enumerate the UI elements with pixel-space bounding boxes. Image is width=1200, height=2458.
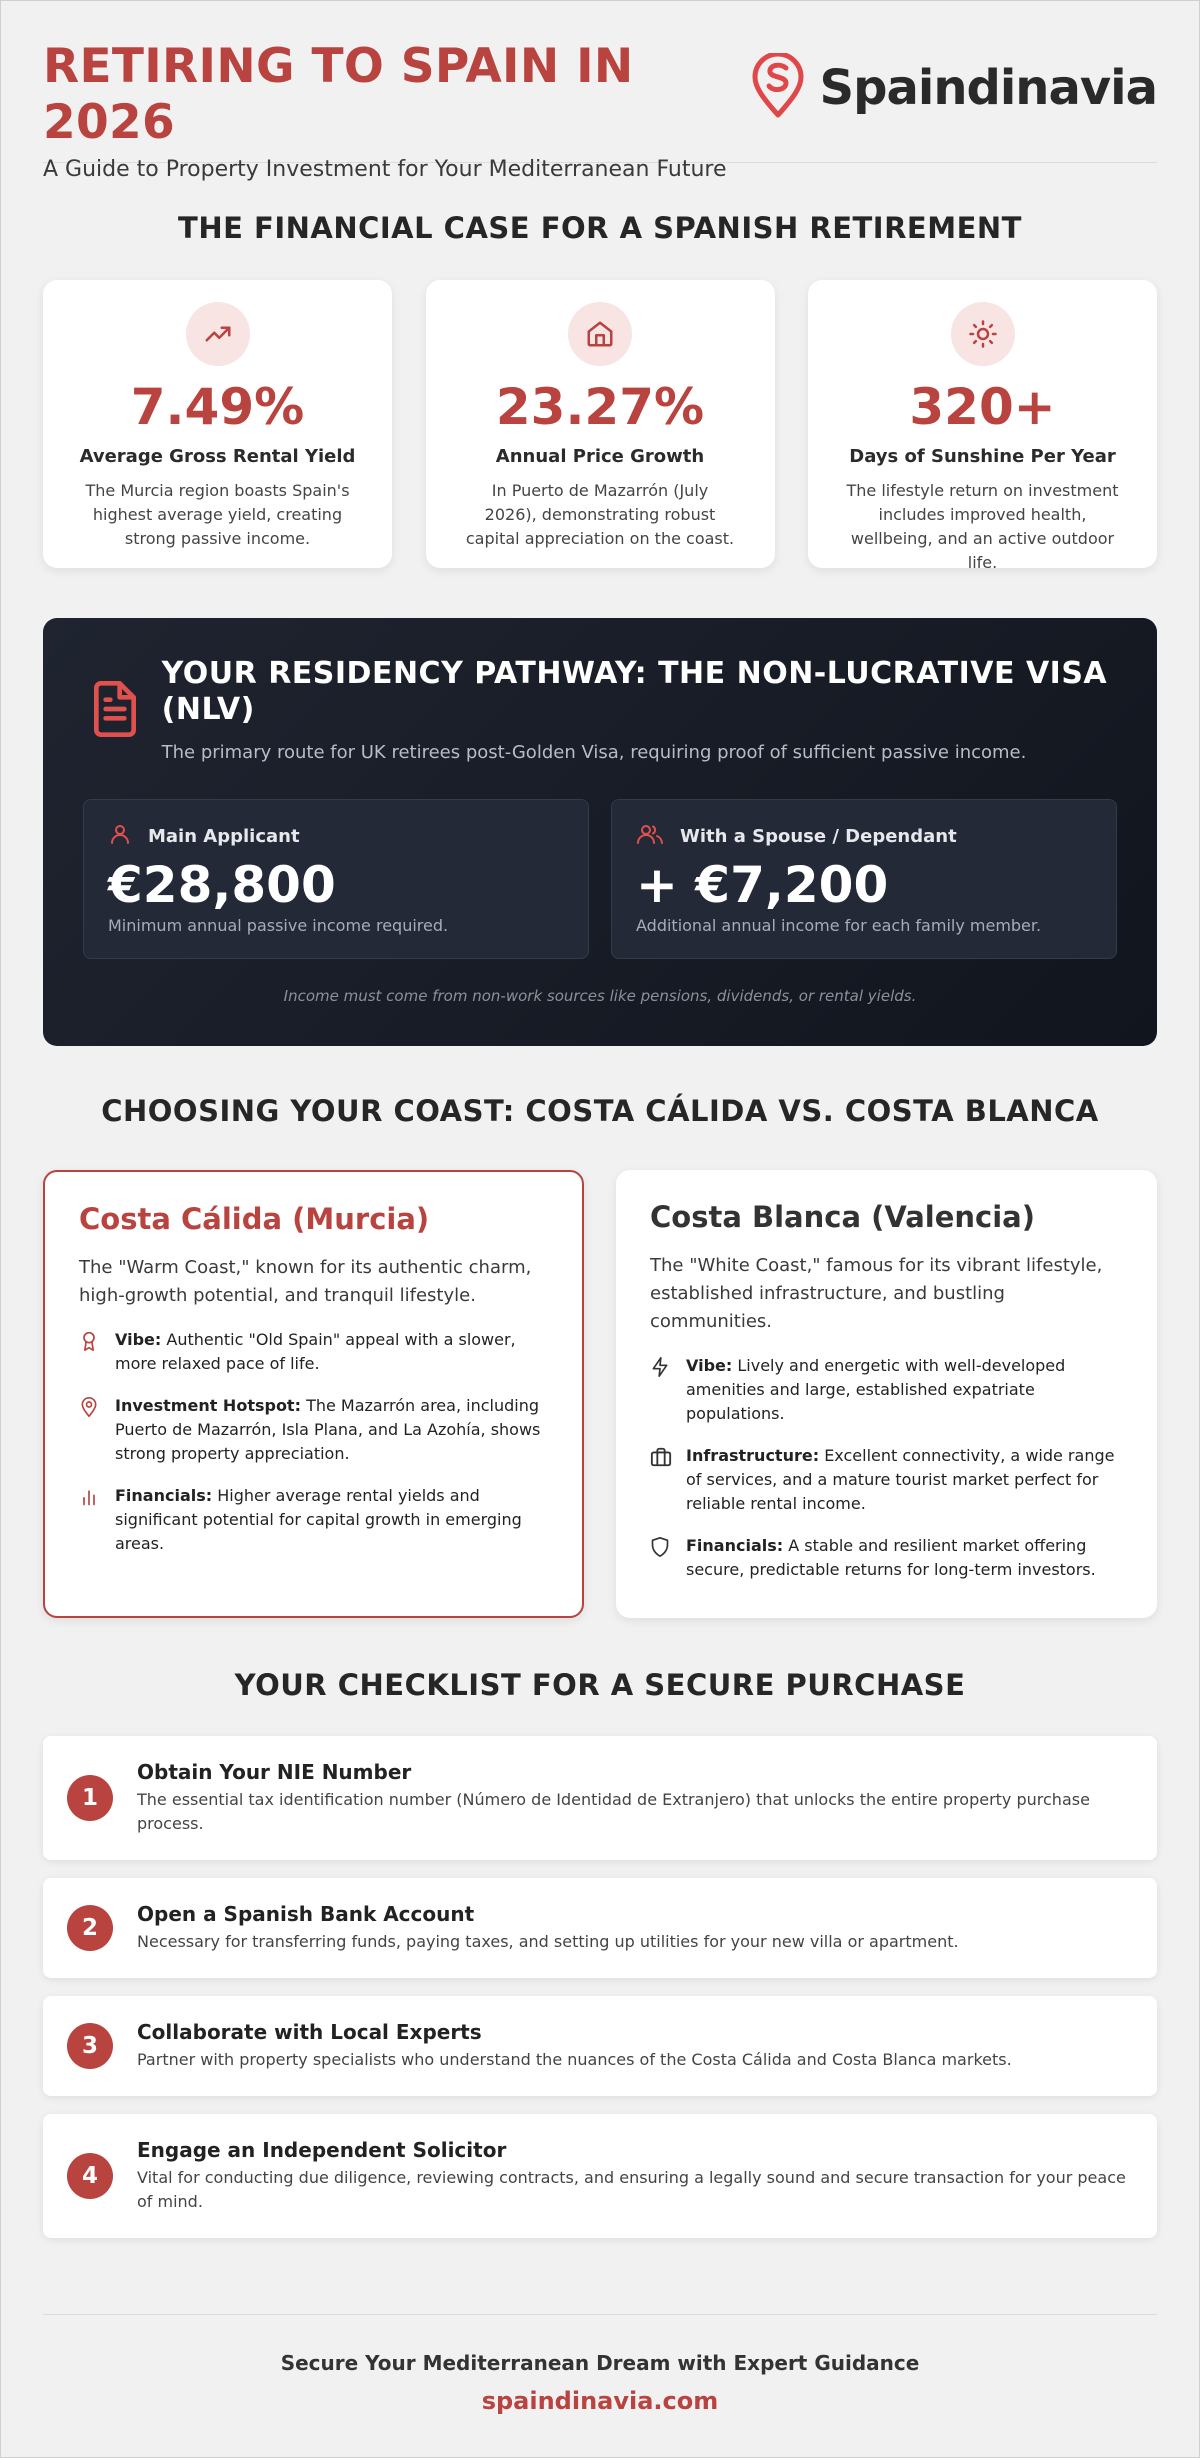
footer-website-link[interactable]: spaindinavia.com bbox=[481, 2387, 719, 2415]
footer bbox=[43, 2314, 1157, 2415]
sun-icon bbox=[951, 302, 1015, 366]
stat-card-rental-yield bbox=[43, 280, 392, 568]
stats-row bbox=[43, 280, 1157, 572]
item-label: Vibe: bbox=[686, 1356, 733, 1375]
step-number: 1 bbox=[67, 1775, 113, 1821]
step-description: The essential tax identification number (Número de Identidad de Extranjero) that unlocks the entire property purchase process. bbox=[137, 1790, 1090, 1833]
stat-value: 320+ bbox=[909, 378, 1056, 436]
coast-card-costa-blanca bbox=[616, 1170, 1157, 1618]
coasts-section-title: CHOOSING YOUR COAST: COSTA CÁLIDA VS. COSTA BLANCA bbox=[101, 1094, 1099, 1128]
coast-item bbox=[650, 1444, 1123, 1516]
stat-card-price-growth bbox=[426, 280, 775, 568]
document-icon bbox=[83, 656, 162, 763]
item-text: Higher average rental yields and significant potential for capital growth in emerging areas. bbox=[115, 1486, 522, 1553]
coast-name: Costa Blanca (Valencia) bbox=[650, 1200, 1036, 1234]
coast-description: The "Warm Coast," known for its authentic charm, high-growth potential, and tranquil lifestyle. bbox=[79, 1257, 532, 1306]
header bbox=[43, 1, 1157, 182]
spouse-dependant-box bbox=[611, 799, 1117, 959]
item-label: Vibe: bbox=[115, 1330, 162, 1349]
shield-icon bbox=[650, 1534, 686, 1582]
stat-description: The lifestyle return on investment includes improved health, wellbeing, and an active outdoor life. bbox=[846, 481, 1119, 572]
visa-footnote: Income must come from non-work sources like pensions, dividends, or rental yields. bbox=[283, 987, 917, 1005]
stat-card-sunshine bbox=[808, 280, 1157, 572]
coast-card-costa-calida bbox=[43, 1170, 584, 1618]
box-label: Main Applicant bbox=[148, 825, 300, 847]
logo-text: Spaindinavia bbox=[819, 60, 1157, 116]
page-subtitle: A Guide to Property Investment for Your Mediterranean Future bbox=[43, 157, 727, 182]
step-title: Collaborate with Local Experts bbox=[137, 2020, 482, 2044]
zap-icon bbox=[650, 1354, 686, 1426]
stat-value: 7.49% bbox=[130, 378, 305, 436]
checklist-step bbox=[43, 1736, 1157, 1860]
visa-panel bbox=[43, 618, 1157, 1046]
bar-chart-icon bbox=[79, 1484, 115, 1556]
users-icon bbox=[636, 822, 664, 850]
map-pin-icon bbox=[79, 1394, 115, 1466]
item-label: Infrastructure: bbox=[686, 1446, 820, 1465]
coast-item bbox=[79, 1328, 548, 1376]
page-title: RETIRING TO SPAIN IN 2026 bbox=[43, 39, 634, 150]
financial-section-title: THE FINANCIAL CASE FOR A SPANISH RETIREMENT bbox=[178, 211, 1022, 245]
logo-pin-icon bbox=[750, 53, 806, 123]
step-number: 4 bbox=[67, 2153, 113, 2199]
checklist-step bbox=[43, 1878, 1157, 1978]
box-note: Additional annual income for each family member. bbox=[636, 916, 1042, 935]
item-label: Financials: bbox=[115, 1486, 213, 1505]
item-text: Lively and energetic with well-developed amenities and large, established expatriate populations. bbox=[686, 1356, 1066, 1423]
income-amount: €28,800 bbox=[108, 856, 336, 914]
item-text: Excellent connectivity, a wide range of services, and a mature tourist market perfect for reliable rental income. bbox=[686, 1446, 1115, 1513]
footer-tagline: Secure Your Mediterranean Dream with Expert Guidance bbox=[280, 2351, 920, 2375]
coast-item bbox=[79, 1394, 548, 1466]
visa-subtitle: The primary route for UK retirees post-Golden Visa, requiring proof of sufficient passive income. bbox=[161, 742, 1027, 763]
step-title: Engage an Independent Solicitor bbox=[137, 2138, 507, 2162]
item-text: The Mazarrón area, including Puerto de Mazarrón, Isla Plana, and La Azohía, shows strong property appreciation. bbox=[115, 1396, 541, 1463]
coast-item bbox=[650, 1354, 1123, 1426]
step-description: Vital for conducting due diligence, reviewing contracts, and ensuring a legally sound and secure transaction for your peace of mind. bbox=[137, 2168, 1126, 2211]
step-title: Open a Spanish Bank Account bbox=[137, 1902, 475, 1926]
coast-name: Costa Cálida (Murcia) bbox=[79, 1202, 430, 1236]
item-label: Investment Hotspot: bbox=[115, 1396, 301, 1415]
coast-item bbox=[79, 1484, 548, 1556]
box-note: Minimum annual passive income required. bbox=[108, 916, 449, 935]
stat-label: Average Gross Rental Yield bbox=[79, 446, 356, 467]
income-amount: + €7,200 bbox=[636, 856, 889, 914]
trending-up-icon bbox=[186, 302, 250, 366]
home-icon bbox=[568, 302, 632, 366]
logo bbox=[750, 53, 1157, 123]
user-icon bbox=[108, 822, 132, 850]
item-text: A stable and resilient market offering secure, predictable returns for long-term investors. bbox=[686, 1536, 1096, 1579]
step-number: 3 bbox=[67, 2023, 113, 2069]
step-description: Partner with property specialists who understand the nuances of the Costa Cálida and Costa Blanca markets. bbox=[137, 2050, 1012, 2069]
item-label: Financials: bbox=[686, 1536, 784, 1555]
item-text: Authentic "Old Spain" appeal with a slower, more relaxed pace of life. bbox=[115, 1330, 516, 1373]
checklist-step bbox=[43, 1996, 1157, 2096]
award-icon bbox=[79, 1328, 115, 1376]
visa-title: YOUR RESIDENCY PATHWAY: THE NON-LUCRATIVE VISA (NLV) bbox=[161, 656, 1108, 727]
checklist bbox=[43, 1736, 1157, 2238]
coast-description: The "White Coast," famous for its vibrant lifestyle, established infrastructure, and bustling communities. bbox=[650, 1255, 1103, 1332]
coast-item bbox=[650, 1534, 1123, 1582]
step-title: Obtain Your NIE Number bbox=[137, 1760, 412, 1784]
main-applicant-box bbox=[83, 799, 589, 959]
checklist-section-title: YOUR CHECKLIST FOR A SECURE PURCHASE bbox=[234, 1668, 966, 1702]
step-description: Necessary for transferring funds, paying taxes, and setting up utilities for your new villa or apartment. bbox=[137, 1932, 959, 1951]
stat-label: Days of Sunshine Per Year bbox=[849, 446, 1116, 467]
box-label: With a Spouse / Dependant bbox=[680, 825, 957, 847]
stat-label: Annual Price Growth bbox=[495, 446, 705, 467]
briefcase-icon bbox=[650, 1444, 686, 1516]
checklist-step bbox=[43, 2114, 1157, 2238]
stat-description: In Puerto de Mazarrón (July 2026), demonstrating robust capital appreciation on the coast. bbox=[465, 481, 735, 548]
stat-value: 23.27% bbox=[495, 378, 705, 436]
step-number: 2 bbox=[67, 1905, 113, 1951]
stat-description: The Murcia region boasts Spain's highest average yield, creating strong passive income. bbox=[85, 481, 350, 548]
